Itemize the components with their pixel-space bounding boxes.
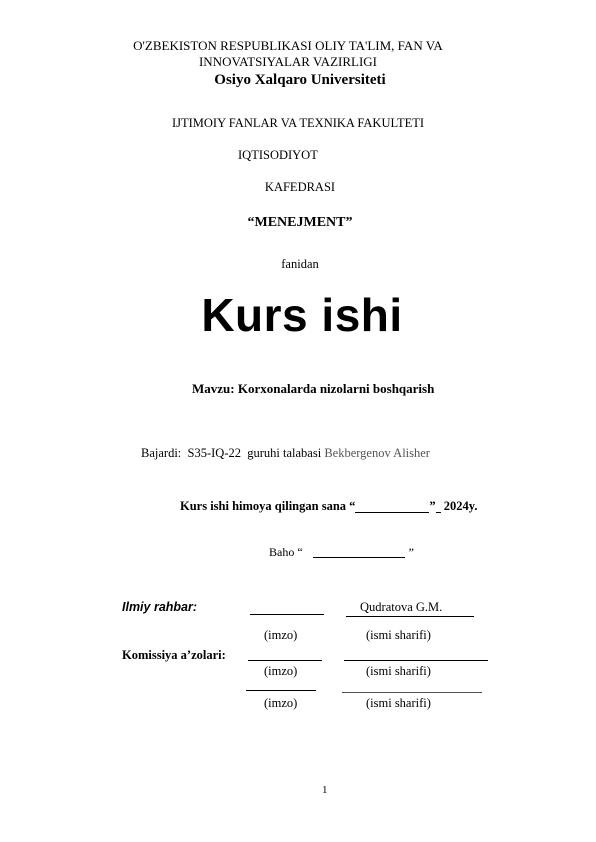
subject-suffix: fanidan bbox=[281, 257, 319, 271]
page-number: 1 bbox=[322, 784, 328, 796]
topic: Mavzu: Korxonalarda nizolarni boshqarish bbox=[192, 381, 435, 396]
supervisor-name-line bbox=[346, 616, 474, 617]
performer-group: S35-IQ-22 bbox=[187, 446, 241, 460]
grade-line bbox=[269, 545, 414, 560]
commission-2-name-caption: (ismi sharifi) bbox=[366, 696, 431, 710]
defense-date-line bbox=[180, 498, 477, 514]
ministry-line-1: O'ZBEKISTON RESPUBLIKASI OLIY TA'LIM, FAN VA bbox=[133, 38, 443, 53]
faculty-name: IJTIMOIY FANLAR VA TEXNIKA FAKULTETI bbox=[171, 116, 425, 130]
defense-gap-blank bbox=[436, 498, 441, 513]
commission-1-signature-line bbox=[248, 660, 322, 661]
commission-2-name-line bbox=[342, 692, 482, 693]
ministry-header bbox=[118, 38, 458, 70]
supervisor-name: Qudratova G.M. bbox=[360, 600, 443, 614]
performer-name: Bekbergenov Alisher bbox=[324, 446, 430, 460]
commission-1-name-caption: (ismi sharifi) bbox=[366, 664, 431, 678]
performer-line bbox=[141, 446, 430, 461]
commission-1-name-line bbox=[344, 660, 488, 661]
university-name: Osiyo Xalqaro Universiteti bbox=[214, 72, 386, 88]
supervisor-signature-caption: (imzo) bbox=[264, 628, 298, 642]
commission-2-signature-line bbox=[246, 690, 316, 691]
supervisor-name-caption: (ismi sharifi) bbox=[366, 628, 431, 642]
document-title: Kurs ishi bbox=[201, 289, 403, 341]
grade-close-quote: ” bbox=[408, 545, 414, 559]
commission-2-signature-caption: (imzo) bbox=[264, 696, 298, 710]
grade-label: Baho “ bbox=[269, 545, 303, 559]
defense-label: Kurs ishi himoya qilingan sana “ bbox=[180, 499, 356, 513]
ministry-line-2: INNOVATSIYALAR VAZIRLIGI bbox=[198, 54, 378, 69]
defense-close-quote: ” bbox=[429, 499, 436, 513]
grade-blank bbox=[313, 545, 405, 558]
supervisor-label: Ilmiy rahbar: bbox=[122, 600, 198, 614]
department-name: IQTISODIYOT bbox=[238, 148, 318, 162]
performer-group-suffix: guruhi talabasi bbox=[247, 446, 322, 460]
supervisor-signature-line bbox=[250, 614, 324, 615]
defense-date-blank bbox=[355, 498, 429, 513]
commission-label: Komissiya a’zolari: bbox=[122, 648, 226, 662]
performer-label: Bajardi: bbox=[141, 446, 182, 460]
subject-name: “MENEJMENT” bbox=[247, 215, 353, 230]
department-suffix: KAFEDRASI bbox=[264, 180, 336, 194]
commission-1-signature-caption: (imzo) bbox=[264, 664, 298, 678]
defense-year: 2024y. bbox=[443, 499, 478, 513]
